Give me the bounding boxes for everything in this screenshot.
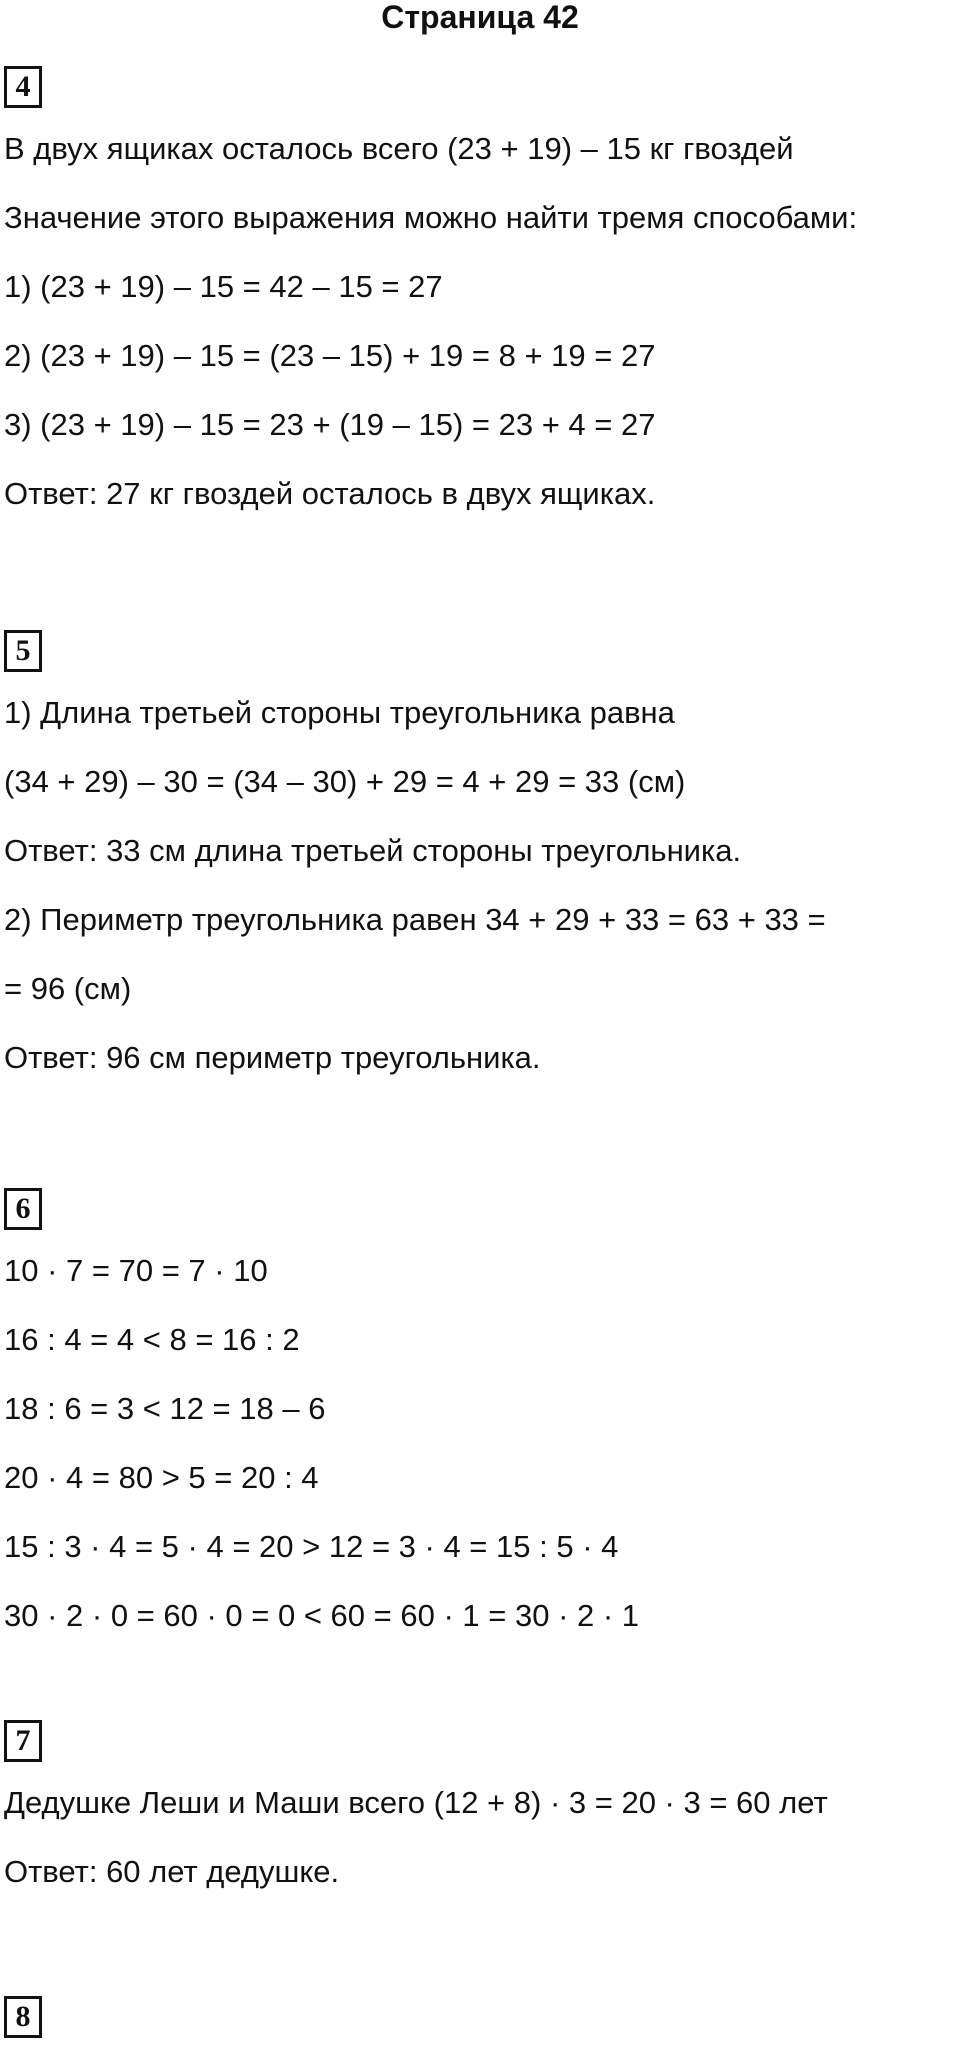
task-line: 2) Периметр треугольника равен 34 + 29 + 33 = 63 + 33 = (4, 902, 826, 937)
task-line: 18 : 6 = 3 < 12 = 18 – 6 (4, 1391, 326, 1426)
task-line: В двух ящиках осталось всего (23 + 19) – 15 кг гвоздей (4, 131, 794, 166)
task-4 (0, 66, 857, 528)
task-line: Ответ: 60 лет дедушке. (4, 1854, 340, 1889)
task-line: 1) Длина третьей стороны треугольника равна (4, 695, 675, 730)
task-7 (0, 1720, 828, 1906)
task-line: 3) (23 + 19) – 15 = 23 + (19 – 15) = 23 + 4 = 27 (4, 407, 656, 442)
task-line: 20 · 4 = 80 > 5 = 20 : 4 (4, 1460, 319, 1495)
task-line: Значение этого выражения можно найти тремя способами: (4, 200, 858, 235)
task-6 (0, 1188, 639, 1650)
task-line: 1) (23 + 19) – 15 = 42 – 15 = 27 (4, 269, 443, 304)
task-8 (0, 1996, 42, 2038)
task-line: 10 · 7 = 70 = 7 · 10 (4, 1253, 268, 1288)
page-title: Страница 42 (381, 0, 579, 35)
task-number: 8 (4, 1996, 42, 2038)
task-line: Ответ: 33 см длина третьей стороны треугольника. (4, 833, 742, 868)
task-line: = 96 (см) (4, 971, 132, 1006)
task-number: 5 (4, 630, 42, 672)
task-line: Ответ: 27 кг гвоздей осталось в двух ящиках. (4, 476, 656, 511)
task-line: Ответ: 96 см периметр треугольника. (4, 1040, 541, 1075)
task-line: Дедушке Леши и Маши всего (12 + 8) · 3 = 20 · 3 = 60 лет (4, 1785, 828, 1820)
task-number: 6 (4, 1188, 42, 1230)
task-line: (34 + 29) – 30 = (34 – 30) + 29 = 4 + 29 = 33 (см) (4, 764, 686, 799)
task-line: 16 : 4 = 4 < 8 = 16 : 2 (4, 1322, 300, 1357)
task-line: 30 · 2 · 0 = 60 · 0 = 0 < 60 = 60 · 1 = 30 · 2 · 1 (4, 1598, 640, 1633)
task-5 (0, 630, 826, 1092)
task-line: 2) (23 + 19) – 15 = (23 – 15) + 19 = 8 + 19 = 27 (4, 338, 656, 373)
task-line: 15 : 3 · 4 = 5 · 4 = 20 > 12 = 3 · 4 = 15 : 5 · 4 (4, 1529, 619, 1564)
task-number: 7 (4, 1720, 42, 1762)
task-number: 4 (4, 66, 42, 108)
